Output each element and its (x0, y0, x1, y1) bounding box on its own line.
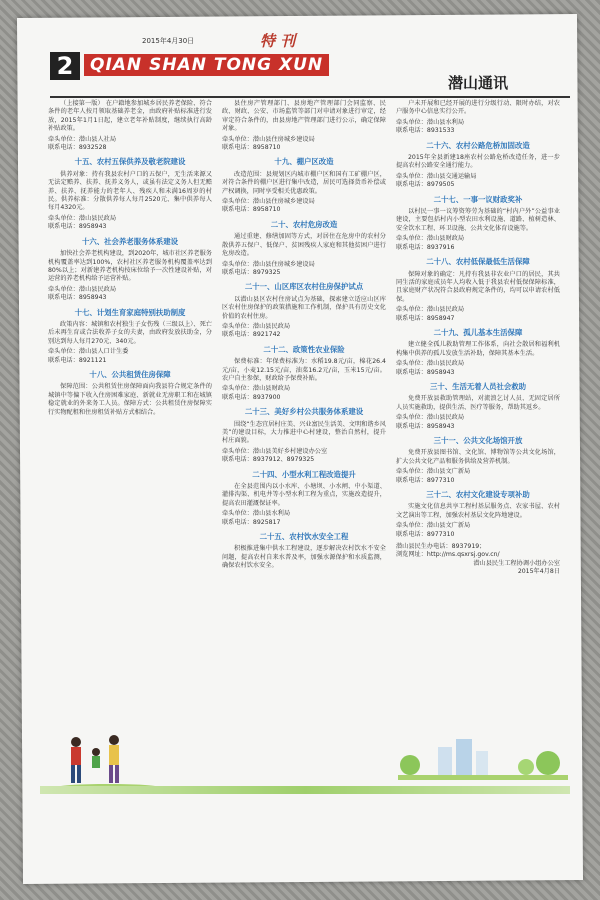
column-3 (396, 100, 560, 577)
contact-phone: 联系电话：8921121 (48, 356, 107, 364)
section-heading-26: 二十六、农村公路危桥加固改造 (426, 140, 530, 150)
contact-unit: 牵头单位：潜山县财政局 (396, 235, 465, 243)
contact-phone: 联系电话：8921742 (222, 331, 281, 339)
section-heading-27: 二十七、一事一议财政奖补 (433, 194, 523, 204)
section-text-21: 以潜山县区农村住房试点为基础，探索建立适应山区库区农村住房保护的政策措施和工作机制，保护具有历史文化价值的农村住房。 (222, 295, 386, 320)
section-text-31: 免费开放县图书馆、文化馆、博物馆等公共文化场馆，扩大公共文化产品和服务供给及营养机制。 (396, 449, 560, 465)
section-heading-22: 二十二、政策性农业保险 (263, 344, 345, 354)
section-text-25: 积极推进集中供水工程建设，逐步解决农村饮水不安全问题，提高农村自来水普及率，加强水源保护和水质监测，确保农村饮水安全。 (222, 545, 386, 570)
section-heading-30: 三十、生活无着人员社会救助 (429, 381, 527, 391)
page-number: 2 (50, 52, 80, 80)
section-heading-16: 十六、社会养老服务体系建设 (81, 236, 179, 246)
contact-phone: 联系电话：8979325 (222, 268, 281, 276)
contact-phone: 联系电话：8958943 (48, 294, 107, 302)
contact-phone: 联系电话：8932528 (48, 144, 107, 152)
contact-unit: 牵头单位：潜山县住房城乡建设局 (222, 198, 315, 206)
issue-date: 2015年4月30日 (142, 37, 195, 45)
masthead (50, 30, 570, 90)
contact-unit: 牵头单位：潜山县民政局 (396, 306, 465, 314)
column-2 (222, 100, 386, 573)
section-text-18: 保障范围：公共租赁住房保障面向我县符合规定条件的城镇中等偏下收入住房困难家庭、新就业无房职工和在城镇稳定就业的外来务工人员。保障方式：公共租赁住房保障实行实物配租和住房租赁补贴方式相结合。 (48, 383, 212, 416)
city-illustration (398, 735, 568, 780)
section-text-19: 改造范围：县规划区内城市棚户区和国有工矿棚户区，对符合条件的棚户区进行集中改造，居民可选择货币补偿或产权调换，同时享受相关优惠政策。 (222, 170, 386, 195)
section-heading-29: 二十九、孤儿基本生活保障 (433, 327, 523, 337)
contact-unit: 牵头单位：潜山县住房城乡建设局 (222, 135, 315, 143)
section-heading-32: 三十二、农村文化建设专项补助 (426, 490, 530, 500)
contact-phone: 联系电话：8925817 (222, 518, 281, 526)
contact-phone: 联系电话：8958947 (396, 314, 455, 322)
section-heading-15: 十五、农村五保供养及敬老院建设 (74, 157, 186, 167)
header-rule (50, 96, 570, 98)
section-heading-18: 十八、公共租赁住房保障 (89, 369, 171, 379)
section-text-17: 政策内容：城镇和农村独生子女伤残（三级以上）、死亡后未再生育或合法收养子女的夫妻，由政府发放扶助金，分别达到每人每月270元、340元。 (48, 320, 212, 345)
contact-phone: 联系电话：8958943 (396, 368, 455, 376)
publication-logo: 潜山通讯 (448, 74, 509, 92)
column-1 (48, 100, 212, 419)
section-heading-28: 二十八、农村低保最低生活保障 (426, 257, 530, 267)
contact-unit: 牵头单位：潜山县民政局 (222, 322, 291, 330)
contact-phone: 联系电话：8958943 (48, 223, 107, 231)
section-text-23: 围绕“生态宜居村庄美、兴业富民生活美、文明和谐乡风美”的建设目标，大力推进中心村建设，整治自然村，提升村庄面貌。 (222, 420, 386, 445)
contact-unit: 牵头单位：潜山县水利局 (396, 118, 465, 126)
section-heading-20: 二十、农村危房改造 (270, 219, 338, 229)
contact-phone: 联系电话：8977310 (396, 476, 455, 484)
contact-unit: 牵头单位：潜山县民政局 (48, 214, 117, 222)
contact-unit: 牵头单位：潜山县民政局 (48, 285, 117, 293)
section-text-20: 通过重建、修缮加固等方式，对居住在危房中的农村分散供养五保户、低保户、贫困残疾人家庭和其他贫困户进行危房改造。 (222, 233, 386, 258)
section-text-32: 实施文化信息共享工程村基层服务点、农家书屋、农村文艺演出等工程，加强农村基层文化阵地建设。 (396, 503, 560, 519)
contact-unit: 牵头单位：潜山县文广新局 (396, 522, 471, 530)
contact-unit: 牵头单位：潜山县人社局 (48, 135, 117, 143)
contact-phone: 联系电话：8937900 (222, 393, 281, 401)
contact-phone: 联系电话：8979505 (396, 181, 455, 189)
contact-phone: 联系电话：8931533 (396, 127, 455, 135)
hotline-text: 潜山县民生办电话：8937919； (396, 543, 486, 551)
contact-phone: 联系电话：8958710 (222, 206, 281, 214)
contact-unit: 牵头单位：潜山县水利局 (222, 510, 291, 518)
family-illustration (56, 730, 161, 790)
contact-phone: 联系电话：8937916 (396, 243, 455, 251)
section-heading-23: 二十三、美好乡村公共服务体系建设 (244, 407, 364, 417)
section-text-24: 在全县范围内以小水库、小塘坝、小水闸、中小渠道、灌排沟渠、机电井等小型水利工程为重点，实施改造提升，提高农田灌溉保证率。 (222, 483, 386, 507)
footer-grass-band (40, 786, 570, 794)
intro-text: （上接第一版） 在户籍地参加城乡居民养老保险、符合条件的老年人按月领取基础养老金，由政府补贴标准进行发放，2015年1月1日起，建立老年补贴制度，继续执行高龄补贴政策。 (48, 100, 212, 133)
website-text: 浏览网址：http://ms.qsxrsj.gov.cn/ (396, 551, 500, 559)
section-heading-19: 十九、棚户区改造 (274, 157, 334, 167)
section-text-22: 保费标准：年保费标准为：水稻19.8元/亩，棉花26.4元/亩，小麦12.15元/亩，油菜16.2元/亩，玉米15元/亩。农户自主参保，财政给予保费补贴。 (222, 358, 386, 382)
contact-unit: 牵头单位：潜山县美好乡村建设办公室 (222, 447, 328, 455)
contact-phone: 联系电话：8937912、8979325 (222, 456, 315, 464)
section-text-30: 免费开放县救助管理站，对流浪乞讨人员、无固定居所人员实施救助，提供生活、医疗等服务，帮助其返乡。 (396, 395, 560, 411)
brand-banner: QIAN SHAN TONG XUN (84, 54, 329, 76)
contact-unit: 牵头单位：潜山县人口计生委 (48, 348, 129, 356)
contact-unit: 牵头单位：潜山县民政局 (396, 414, 465, 422)
issue-date-footer: 2015年4月8日 (517, 568, 560, 576)
section-text-26: 2015年全县新建18座农村公路危桥改造任务，进一步提高农村公路安全通行能力。 (396, 154, 560, 170)
contact-phone: 联系电话：8958943 (396, 422, 455, 430)
special-issue-label: 特 刊 (260, 32, 296, 50)
contact-unit: 牵头单位：潜山县文广新局 (396, 468, 471, 476)
section-text-28: 保障对象的确定：凡持有我县非农业户口的居民，其共同生活的家庭成员年人均收入低于我县农村低保保障标准，且家庭财产状况符合县政府规定条件的，均可以申请农村低保。 (396, 270, 560, 303)
section-heading-17: 十七、计划生育家庭特别扶助制度 (74, 307, 186, 317)
section-heading-24: 二十四、小型水利工程改造提升 (252, 469, 356, 479)
section-heading-25: 二十五、农村饮水安全工程 (259, 532, 349, 542)
contact-unit: 牵头单位：潜山县交通运输局 (396, 172, 477, 180)
section-text-15: 供养对象：持有我县农村户口的五保户，无生活来源又无法定赡养、扶养、抚养义务人，或虽有法定义务人但无赡养、扶养、抚养能力的老年人、残疾人和未满16周岁的村民。供养标准：分散供养每人每月2520元、集中供养每人每月4320元。 (48, 170, 212, 212)
section-text-27: 以村民一事一议筹资筹劳为基础的“村内户外”公益事业建设，主要包括村内小型农田水利设施、道路、植树造林、安全饮水工程、环卫设施、公共文化体育设施等。 (396, 208, 560, 232)
contact-phone: 联系电话：8958710 (222, 144, 281, 152)
section-text-29: 建立健全孤儿救助管理工作体系，向社会散居和福利机构集中供养的孤儿发放生活补助，保障其基本生活。 (396, 341, 560, 357)
contact-unit: 牵头单位：潜山县民政局 (396, 360, 465, 368)
section-text-16: 加快社会养老机构建设，到2020年，城市社区养老服务机构覆盖率达到100%，农村社区养老服务机构覆盖率达到80%以上；对新建养老机构按床位给予一次性建设补贴，对运营的养老机构给予运营补贴。 (48, 250, 212, 283)
continued-text: 县住房产管理部门、县房地产管理部门会同监察、民政、财政、公安、市场监管等部门对申请对象进行审定，经审定符合条件的，由县房地产管理部门进行公示，确定保障对象。 (222, 100, 386, 133)
section-heading-31: 三十一、公共文化场馆开放 (433, 436, 523, 445)
section-heading-21: 二十一、山区库区农村住房保护试点 (244, 282, 364, 292)
issuer-text: 潜山县民生工程协调小组办公室 (473, 559, 560, 567)
continued-text: 户未开展和已经开展的进行分级行动、限时办结，对农户服务中心信息实行公开。 (396, 100, 560, 116)
contact-phone: 联系电话：8977310 (396, 530, 455, 538)
contact-unit: 牵头单位：潜山县住房城乡建设局 (222, 260, 315, 268)
contact-unit: 牵头单位：潜山县财政局 (222, 385, 291, 393)
